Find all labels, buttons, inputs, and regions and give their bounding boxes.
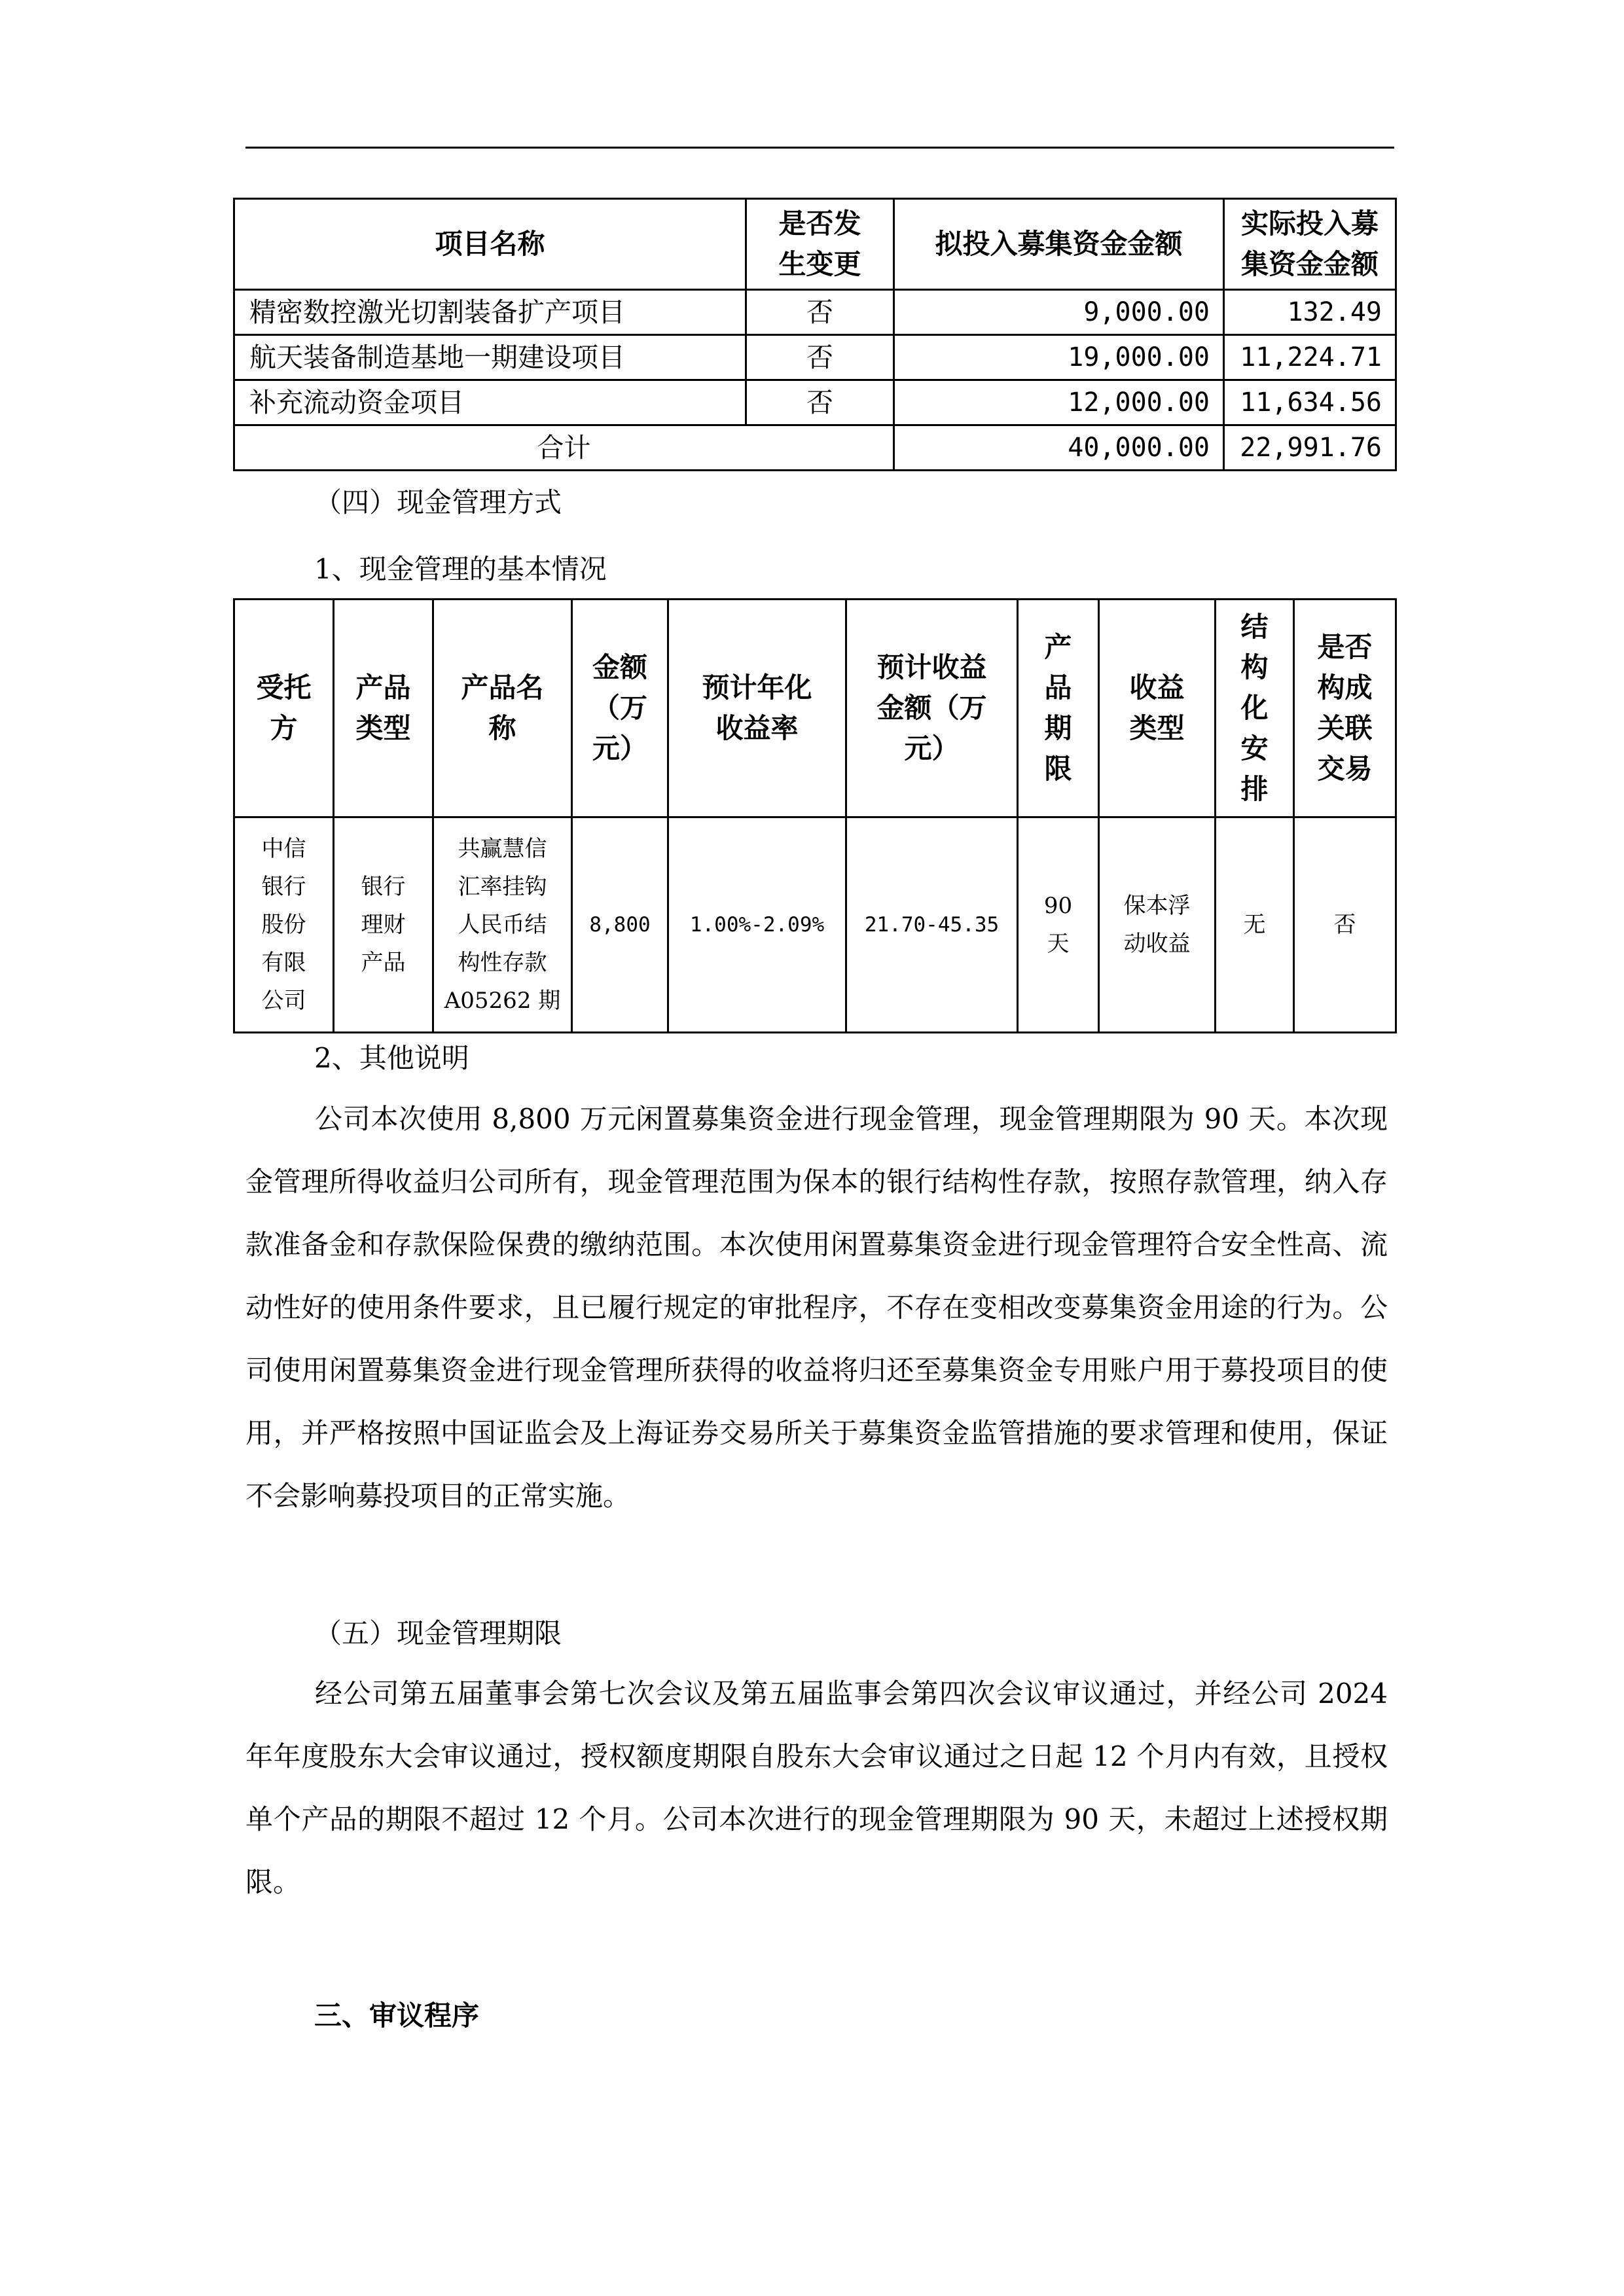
- header-term: 产 品 期 限: [1018, 600, 1099, 817]
- structured-arrangement-cell: 无: [1216, 817, 1294, 1033]
- changed-cell: 否: [746, 380, 894, 425]
- planned-amount-cell: 12,000.00: [894, 380, 1224, 425]
- total-label-cell: 合计: [234, 425, 894, 471]
- paragraph-term: 经公司第五届董事会第七次会议及第五届监事会第四次会议审议通过，并经公司 2024 年年度股东大会审议通过，授权额度期限自股东大会审议通过之日起 12 个月内有效，且授权单个产品的期限不超过 12 个月。公司本次进行的现金管理期限为 90 天，未超过上述授权期限。: [245, 1677, 1388, 1898]
- actual-amount-cell: 11,634.56: [1224, 380, 1396, 425]
- header-income-type: 收益 类型: [1099, 600, 1216, 817]
- paragraph-other-notes: 公司本次使用 8,800 万元闲置募集资金进行现金管理，现金管理期限为 90 天。本次现金管理所得收益归公司所有，现金管理范围为保本的银行结构性存款，按照存款管理，纳入存款准备金和存款保险保费的缴纳范围。本次使用闲置募集资金进行现金管理符合安全性高、流动性好的使用条件要求，且已履行规定的审批程序，不存在变相改变募集资金用途的行为。公司使用闲置募集资金进行现金管理所获得的收益将归还至募集资金专用账户用于募投项目的使用，并严格按照中国证监会及上海证券交易所关于募集资金监管措施的要求管理和使用，保证不会影响募投项目的正常实施。: [245, 1103, 1388, 1512]
- header-expected-annual-yield: 预计年化 收益率: [668, 600, 846, 817]
- table-row: [234, 335, 1396, 380]
- project-name-cell: 补充流动资金项目: [234, 380, 746, 425]
- section-3-title: 三、审议程序: [314, 2000, 480, 2032]
- fund-usage-table: [233, 198, 1397, 471]
- table-header-row: [234, 600, 1396, 817]
- header-project-name: 项目名称: [234, 199, 746, 290]
- amount-cell: 8,800: [572, 817, 668, 1033]
- planned-amount-cell: 9,000.00: [894, 290, 1224, 335]
- changed-cell: 否: [746, 290, 894, 335]
- cash-management-table: [233, 598, 1397, 1033]
- header-changed: 是否发 生变更: [746, 199, 894, 290]
- total-row: [234, 425, 1396, 471]
- product-type-cell: 银行 理财 产品: [334, 817, 433, 1033]
- header-product-type: 产品 类型: [334, 600, 433, 817]
- header-expected-income: 预计收益 金额（万 元）: [846, 600, 1018, 817]
- subsection-1-title: 1、现金管理的基本情况: [314, 553, 607, 585]
- product-name-cell: 共赢慧信 汇率挂钩 人民币结 构性存款 A05262 期: [433, 817, 572, 1033]
- income-type-cell: 保本浮 动收益: [1099, 817, 1216, 1033]
- trustee-cell: 中信 银行 股份 有限 公司: [234, 817, 334, 1033]
- header-actual-amount: 实际投入募 集资金金额: [1224, 199, 1396, 290]
- table-row: [234, 817, 1396, 1033]
- project-name-cell: 精密数控激光切割装备扩产项目: [234, 290, 746, 335]
- subsection-2-title: 2、其他说明: [314, 1042, 469, 1074]
- changed-cell: 否: [746, 335, 894, 380]
- table-row: [234, 380, 1396, 425]
- section-4-title: （四）现金管理方式: [314, 486, 562, 518]
- expected-yield-cell: 1.00%-2.09%: [668, 817, 846, 1033]
- total-actual-cell: 22,991.76: [1224, 425, 1396, 471]
- header-trustee: 受托 方: [234, 600, 334, 817]
- expected-income-cell: 21.70-45.35: [846, 817, 1018, 1033]
- header-structured-arrangement: 结 构 化 安 排: [1216, 600, 1294, 817]
- table-row: [234, 290, 1396, 335]
- project-name-cell: 航天装备制造基地一期建设项目: [234, 335, 746, 380]
- header-related-transaction: 是否 构成 关联 交易: [1294, 600, 1396, 817]
- header-product-name: 产品名 称: [433, 600, 572, 817]
- planned-amount-cell: 19,000.00: [894, 335, 1224, 380]
- header-planned-amount: 拟投入募集资金金额: [894, 199, 1224, 290]
- actual-amount-cell: 132.49: [1224, 290, 1396, 335]
- related-transaction-cell: 否: [1294, 817, 1396, 1033]
- section-5-title: （五）现金管理期限: [314, 1617, 562, 1649]
- header-amount: 金额 （万 元）: [572, 600, 668, 817]
- total-planned-cell: 40,000.00: [894, 425, 1224, 471]
- header-rule: [245, 147, 1394, 149]
- actual-amount-cell: 11,224.71: [1224, 335, 1396, 380]
- term-cell: 90 天: [1018, 817, 1099, 1033]
- table-header-row: [234, 199, 1396, 290]
